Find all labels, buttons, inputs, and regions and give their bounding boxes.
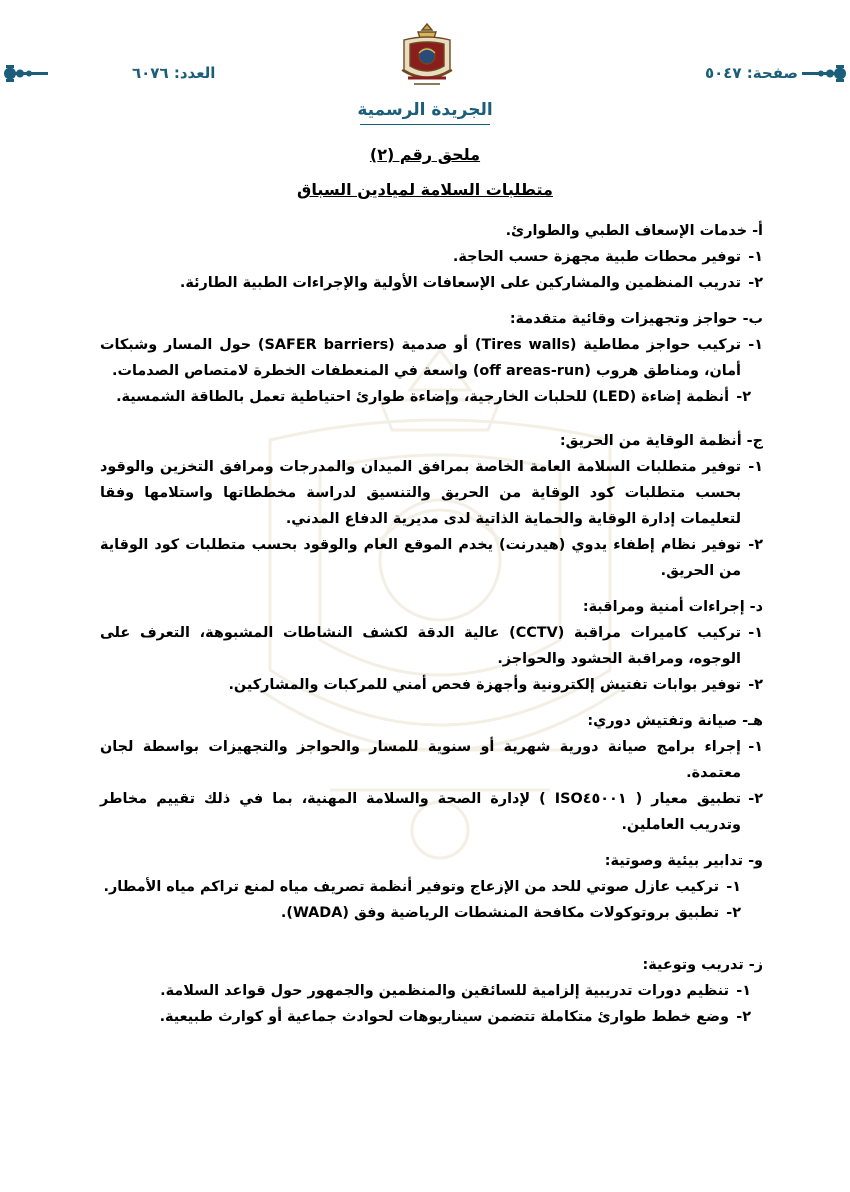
list-item — [100, 270, 763, 296]
item-text: توفير بوابات تفتيش إلكترونية وأجهزة فحص أمني للمركبات والمشاركين. — [228, 677, 741, 693]
section-heading: و- تدابير بيئية وصوتية: — [604, 853, 763, 869]
section-heading: د- إجراءات أمنية ومراقبة: — [582, 599, 763, 615]
item-number: ٢- — [748, 791, 763, 807]
section-c — [100, 428, 763, 584]
item-number: ١- — [748, 625, 763, 641]
item-text: تطبيق معيار ( ISO٤٥٠٠١ ) لإدارة الصحة والسلامة المهنية، بما في ذلك تقييم مخاطر وتدريب العاملين. — [100, 791, 742, 833]
item-text: أنظمة إضاءة (LED) للحلبات الخارجية، وإضاءة طوارئ احتياطية تعمل بالطاقة الشمسية. — [116, 389, 729, 405]
annex-title: ملحق رقم (٢) — [369, 145, 481, 164]
gazette-name: الجريدة الرسمية — [357, 100, 493, 120]
item-number: ٢- — [748, 677, 763, 693]
item-text: تركيب كاميرات مراقبة (CCTV) عالية الدقة لكشف النشاطات المشبوهة، التعرف على الوجوه، ومراقبة الحشود والحواجز. — [100, 625, 741, 667]
section-heading: ج- أنظمة الوقاية من الحريق: — [559, 433, 763, 449]
list-item — [100, 734, 763, 786]
section-heading: ز- تدريب وتوعية: — [642, 957, 763, 973]
item-number: ١- — [748, 459, 763, 475]
item-text: تدريب المنظمين والمشاركين على الإسعافات الأولية والإجراءات الطبية الطارئة. — [179, 275, 741, 291]
header-ornament-right — [800, 62, 850, 88]
section-heading: هـ- صيانة وتفتيش دوري: — [587, 713, 763, 729]
item-number: ٢- — [748, 537, 763, 553]
section-d — [100, 594, 763, 698]
item-text: توفير نظام إطفاء يدوي (هيدرنت) يخدم الموقع العام والوقود بحسب متطلبات كود الوقاية من الحريق. — [100, 537, 741, 579]
list-item — [100, 874, 763, 900]
page-number: صفحة: ٥٠٤٧ — [704, 64, 798, 82]
list-item — [100, 900, 763, 926]
issue-number: العدد: ٦٠٧٦ — [132, 64, 216, 82]
section-heading: أ- خدمات الإسعاف الطبي والطوارئ. — [505, 223, 763, 239]
item-number: ٢- — [748, 275, 763, 291]
header-divider — [360, 124, 490, 125]
list-item — [100, 978, 763, 1004]
coat-of-arms-icon — [396, 20, 458, 94]
item-number: ٢- — [736, 389, 751, 405]
list-item — [100, 786, 763, 838]
item-text: تركيب عازل صوتي للحد من الإزعاج وتوفير أنظمة تصريف مياه لمنع تراكم مياه الأمطار. — [103, 879, 719, 895]
item-number: ٢- — [736, 1009, 751, 1025]
list-item — [100, 384, 763, 410]
item-number: ١- — [726, 879, 741, 895]
section-b — [100, 306, 763, 410]
list-item — [100, 672, 763, 698]
section-f — [100, 848, 763, 926]
list-item — [100, 244, 763, 270]
item-text: وضع خطط طوارئ متكاملة تتضمن سيناريوهات لحوادث جماعية أو كوارث طبيعية. — [159, 1009, 729, 1025]
item-text: تنظيم دورات تدريبية إلزامية للسائقين والمنظمين والجمهور حول قواعد السلامة. — [160, 983, 729, 999]
annex-subtitle: متطلبات السلامة لميادين السباق — [297, 180, 553, 199]
section-a — [100, 218, 763, 296]
list-item — [100, 332, 763, 384]
header-ornament-left — [0, 62, 50, 88]
item-number: ٢- — [726, 905, 741, 921]
item-number: ١- — [736, 983, 751, 999]
item-number: ١- — [748, 249, 763, 265]
list-item — [100, 620, 763, 672]
item-number: ١- — [748, 337, 763, 353]
section-heading: ب- حواجز وتجهيزات وقائية متقدمة: — [509, 311, 763, 327]
list-item — [100, 1004, 763, 1030]
list-item — [100, 454, 763, 532]
annex-body — [100, 218, 763, 1040]
item-text: توفير محطات طبية مجهزة حسب الحاجة. — [452, 249, 741, 265]
section-e — [100, 708, 763, 838]
item-text: تركيب حواجز مطاطية (Tires walls) أو صدمية (SAFER barriers) حول المسار وشبكات أمان، ومناطق هروب (off areas-run) واسعة في المنعطفات الخطرة لامتصاص الصدمات. — [100, 337, 741, 379]
item-text: توفير متطلبات السلامة العامة الخاصة بمرافق الميدان والمدرجات ومرافق التخزين والوقود بحسب متطلبات كود الوقاية من الحريق والتنسيق لدراسة مخططاتها واستلامها وفقا لتعليمات إدارة الوقاية والحماية الذاتية لدى مديرية الدفاع المدني. — [100, 459, 741, 527]
item-number: ١- — [748, 739, 763, 755]
item-text: إجراء برامج صيانة دورية شهرية أو سنوية للمسار والحواجز والتجهيزات بواسطة لجان معتمدة. — [100, 739, 741, 781]
list-item — [100, 532, 763, 584]
item-text: تطبيق بروتوكولات مكافحة المنشطات الرياضية وفق (WADA). — [280, 905, 719, 921]
section-g — [100, 952, 763, 1030]
